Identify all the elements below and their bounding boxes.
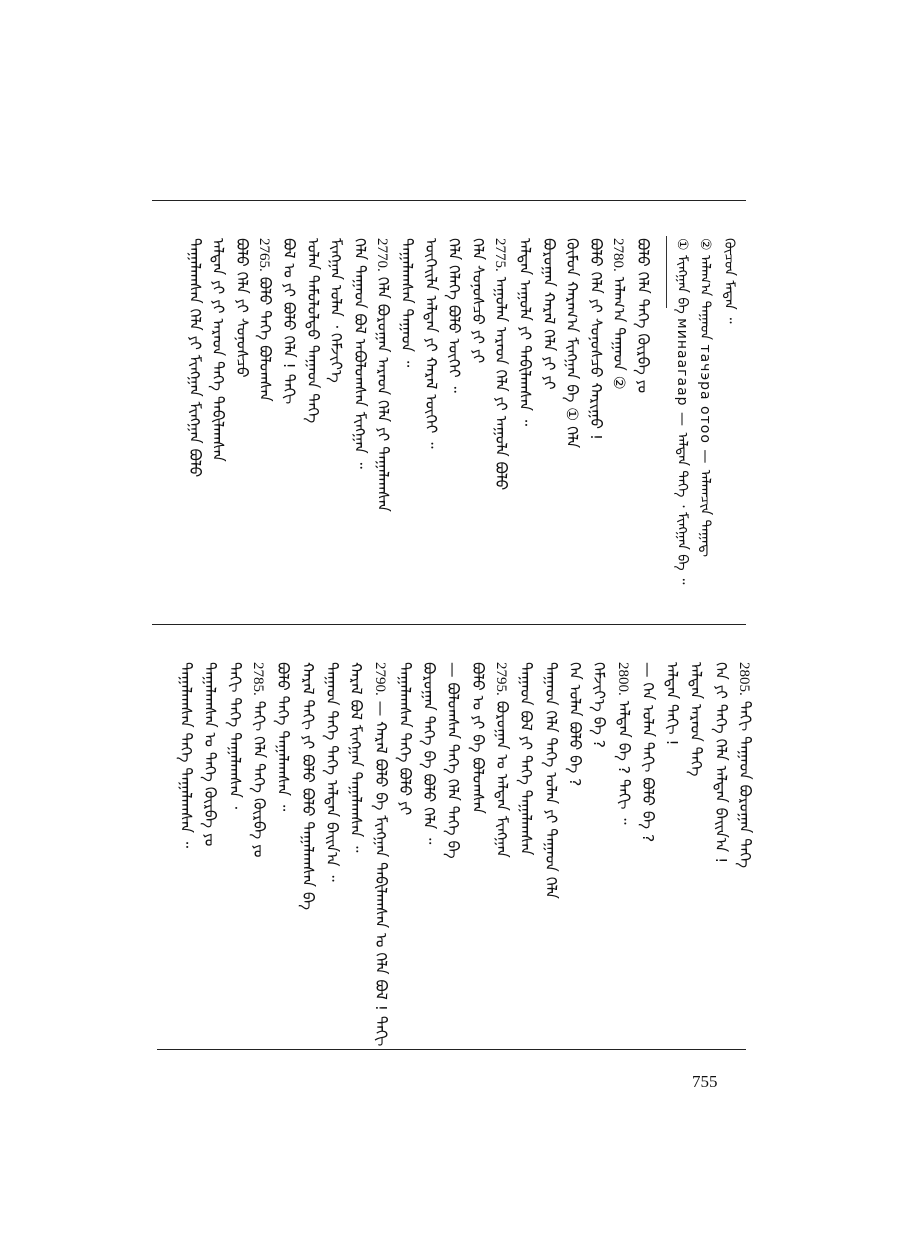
footnote-text: ᠮᠢᠩᠭᠠᠨ ᠪᠠ минаагаар — ᠠᠯᠳᠠᠨ ᠲᠡᠭᠡ ᠂ ᠮᠢᠩᠭᠠᠨ ᠪᠠ ᠃: [674, 255, 690, 585]
verse-text: ᠪᠣᠯᠤ ᠣ ᠶᠢ ᠪᠠ ᠪᠣᠯᠤᠭᠰᠠᠨ: [468, 662, 487, 814]
verse-column: [442, 238, 466, 393]
verse-text: ᠬᠡᠨ ᠣᠯᠠᠨ ᠪᠣᠯᠤ ᠪᠠ ?: [565, 662, 584, 787]
verse-column: [636, 662, 660, 842]
verse-text: ᠬᠠᠷᠠᠯ ᠪᠣᠯ ᠮᠢᠩᠭᠠᠨ ᠲᠠᠭᠠᠯᠠᠭᠰᠠᠨ ᠃: [347, 662, 366, 853]
verse-column: [371, 238, 395, 512]
verse-text: ᠲᠠᠭᠠᠯᠠᠭᠰᠠᠨ ᠲᠡᠭᠡ ᠪᠣᠯᠤ ᠶᠢ: [395, 662, 414, 816]
footnote-separator: [666, 236, 667, 308]
verse-column: [247, 662, 271, 857]
verse-column: [612, 662, 636, 825]
verse-text: ᠠᠭᠤᠯᠠᠨ ᠠᠷᠠᠳ ᠬᠡᠯᠡ ᠶᠢ ᠠᠭᠤᠯᠠ ᠪᠣᠯᠤ: [492, 276, 511, 491]
line-number: 2765.: [256, 238, 273, 272]
verse-text: ᠳᠠᠬᠢ ᠲᠠᠭᠠᠳ ᠪᠣᠷᠣᠭᠠᠨ ᠲᠡᠭᠡ: [736, 700, 754, 869]
verse-column: [206, 238, 230, 462]
line-number: 2805.: [736, 662, 752, 696]
verse-column: [183, 238, 207, 477]
verse-column: [709, 662, 733, 863]
verse-column: [417, 662, 441, 844]
verse-column: [441, 662, 465, 859]
verse-text: ᠳᠠᠬᠢ ᠲᠡᠭᠡ ᠲᠠᠭᠠᠯᠠᠭᠰᠠᠨ ᠂: [225, 662, 244, 810]
verse-column: [230, 238, 254, 378]
line-number: 2780.: [610, 238, 627, 272]
verse-column: [419, 238, 443, 449]
verse-text: ᠲᠠᠭᠠᠯᠠᠭᠰᠠᠨ ᠬᠡᠯᠡ ᠶᠢ ᠮᠢᠩᠭᠠᠨ ᠮᠢᠩᠭᠠᠨ ᠪᠣᠯᠤ: [185, 238, 204, 478]
line-number: 2795.: [493, 662, 509, 696]
verse-column: [223, 662, 247, 809]
verse-text: ᠲᠠᠭᠠᠳ ᠬᠡᠯᠡ ᠲᠡᠭᠡ ᠣᠯᠠᠨ ᠶᠢ ᠲᠠᠭᠠᠳ ᠬᠡᠯᠡ: [541, 662, 560, 899]
verse-text: ᠬᠠᠷᠠᠯ ᠳᠠᠬᠢ ᠶᠢ ᠪᠣᠯᠤ ᠪᠣᠯᠤ ᠲᠠᠭᠠᠯᠠᠭᠰᠠᠨ ᠪᠠ: [298, 662, 317, 911]
verse-column: [587, 662, 611, 748]
verse-text: ᠪᠣᠯ ᠣ ᠶᠢ ᠪᠣᠯᠤ ᠬᠡᠯᠡ ! ᠳᠠᠬᠢ: [280, 238, 298, 405]
verse-text: ᠬᠡᠯᠡ ᠰᠣᠨᠣᠰᠴᠤ ᠶᠢ ᠶᠢ: [468, 238, 487, 364]
verse-column: [277, 238, 301, 404]
verse-text: ᠬᠡᠯᠡ ᠲᠠᠭᠠᠳ ᠪᠣᠯ ᠠᠪᠤᠯᠤᠭᠰᠠᠨ ᠮᠢᠩᠭᠠᠨ ᠃: [350, 238, 369, 469]
verse-column: [174, 662, 198, 848]
verse-column: [320, 662, 344, 882]
verse-text: ᠠᠯᠳᠠᠨ ᠶᠢ ᠶᠢ ᠠᠷᠠᠳ ᠲᠡᠭᠡ ᠲᠠᠪᠢᠯᠠᠭᠰᠠᠨ: [209, 238, 228, 462]
verse-column: [393, 662, 417, 815]
verse-column: [513, 238, 537, 426]
footnote-1: [670, 238, 694, 584]
verse-text: — ᠬᠠᠷᠠᠯ ᠪᠣᠯᠤ ᠪᠠ ᠮᠢᠩᠭᠠᠨ ᠲᠠᠪᠢᠯᠠᠭᠰᠠᠨ ᠣ ᠬᠡᠯᠡ ᠪᠣᠯ ! ᠳᠠᠬᠢ: [371, 700, 390, 1047]
verse-column: [560, 238, 584, 448]
bottom-rule: [157, 1049, 746, 1050]
verse-text: ᠬᠡᠮᠵᠢᠶ᠎ᠡ ᠪᠠ ?: [590, 662, 609, 749]
verse-column: [539, 662, 563, 899]
verse-column: [466, 662, 490, 814]
verse-text: ᠪᠣᠷᠣᠭᠠᠨ ᠣ ᠠᠯᠳᠠᠨ ᠮᠢᠩᠭᠠᠨ: [493, 700, 511, 858]
verse-column: [348, 238, 372, 469]
verse-column: [324, 238, 348, 383]
line-number: 2800.: [614, 662, 631, 696]
verse-text: ᠪᠣᠷᠣᠭᠠᠨ ᠬᠠᠷᠠᠯ ᠬᠡᠯᠡ ᠶᠢ ᠶᠢ: [539, 238, 558, 390]
verse-text: ᠠᠯᠳᠠᠨ ᠠᠷᠠᠳ ᠲᠡᠭᠡ: [687, 662, 706, 777]
verse-column: [631, 238, 655, 393]
footnote-2: [693, 238, 717, 557]
footnote-marker: ②: [697, 238, 713, 251]
verse-text: ᠦᠭᠡᠢᠯᠡ ᠠᠯᠳᠠᠨ ᠶᠢ ᠬᠠᠷᠠᠯ ᠦᠭᠡᠢ ᠃: [421, 238, 440, 449]
verse-text: ᠠᠯᠳᠠᠨ ᠳᠠᠬᠢ !: [663, 662, 682, 746]
verse-text: ᠮᠢᠩᠭᠠᠨ ᠣᠯᠠᠨ ᠂ ᠬᠡᠮᠵᠢᠶ᠎ᠡ: [327, 238, 346, 383]
verse-column: [489, 238, 513, 490]
verse-text: ᠣᠯᠠᠨ ᠲᠡᠮᠦᠯᠦᠯᠳᠦ ᠲᠠᠭᠠᠳ ᠲᠡᠭᠡ: [303, 238, 322, 424]
verse-column: [733, 662, 757, 868]
middle-rule: [152, 624, 746, 625]
line-number: 2770.: [374, 238, 391, 272]
verse-text: ᠪᠣᠯᠤ ᠲᠡᠭᠡ ᠲᠠᠭᠠᠯᠠᠭᠰᠠᠨ ᠃: [274, 662, 293, 812]
verse-column: [344, 662, 368, 852]
verse-column: [514, 662, 538, 855]
verse-column: [490, 662, 514, 858]
verse-text: ᠠᠯᠳᠠᠨ ᠠᠭᠤᠯᠠ ᠶᠢ ᠲᠠᠪᠢᠯᠠᠭᠰᠠᠨ ᠃: [516, 238, 534, 427]
verse-text: — ᠪᠣᠯᠤᠭᠰᠠᠨ ᠲᠡᠭᠡ ᠬᠡᠯᠡ ᠲᠡᠭᠡ ᠪᠠ: [444, 662, 463, 859]
verse-column: [301, 238, 325, 423]
verse-column: [253, 238, 277, 402]
verse-column: [296, 662, 320, 910]
verse-text: ᠲᠠᠭᠠᠯᠠᠭᠰᠠᠨ ᠲᠡᠭᠡ ᠲᠠᠭᠠᠯᠠᠭᠰᠠᠨ ᠃: [177, 662, 196, 849]
line-number: 2775.: [492, 238, 509, 272]
verse-column: [563, 662, 587, 786]
line-number: 2785.: [250, 662, 266, 696]
verse-text: ᠲᠠᠭᠠᠯᠠᠭᠰᠠᠨ ᠣ ᠳᠡᠭᠡ ᠬᠦᠷᠪᠡ ᠶᠤ: [201, 662, 220, 847]
page-number: 755: [692, 1072, 718, 1091]
verse-column: [395, 238, 419, 367]
verse-column: [369, 662, 393, 1046]
top-rule: [152, 200, 746, 201]
verse-text: ᠪᠣᠷᠣᠭᠠᠨ ᠲᠡᠭᠡ ᠪᠠ ᠪᠣᠯᠤ ᠬᠡᠯᠡ ᠃: [420, 662, 439, 845]
verse-column: [584, 238, 608, 440]
verse-column: [537, 238, 561, 390]
footnote-marker: ①: [674, 238, 690, 251]
footnote-intro: ᠬᠦᠴᠦᠨ ᠮᠡᠳᠡᠨ ᠃: [721, 238, 737, 324]
verse-text: ᠬᠡᠯᠡ ᠬᠡᠯᠡᠭᠡ ᠪᠣᠯᠤ ᠦᠭᠡᠢ ᠃: [445, 238, 464, 393]
line-number: 2790.: [371, 662, 388, 696]
verse-column: [660, 662, 684, 746]
verse-text: ᠠᠯᠳᠠᠨ ᠪᠠ ? ᠳᠠᠬᠢ ᠃: [614, 700, 633, 825]
verse-column: [198, 662, 222, 846]
verse-text: ᠬᠦᠮᠦᠨ ᠬᠠᠷᠠᠭ᠎ᠠ ᠮᠢᠩᠭᠠᠨ ᠪᠠ ① ᠬᠡᠯᠡ: [563, 238, 582, 449]
verse-text: ᠬᠡᠨ ᠶᠢ ᠲᠡᠭᠡ ᠬᠡᠯᠡ ᠠᠯᠳᠠᠨ ᠪᠠᠢᠨ᠎ᠠ !: [711, 662, 730, 864]
footnote-text: ᠠᠯᠠᠭ᠎ᠠ ᠲᠠᠭᠠᠳ тачэра отоо — ᠠᠯᠠᠭᠴᠢᠨ ᠲᠠᠭᠠᠳ᠋: [697, 255, 713, 557]
verse-text: ᠬᠡᠯᠡ ᠪᠣᠷᠣᠭᠠᠨ ᠠᠷᠠᠳ ᠬᠡᠯᠡ ᠶᠢ ᠲᠠᠭᠠᠯᠠᠭᠰᠠᠨ: [374, 276, 393, 512]
verse-text: — ᠬᠡᠨ ᠣᠯᠠᠨ ᠳᠠᠬᠢ ᠪᠣᠯᠤ ᠪᠠ ?: [638, 662, 657, 843]
verse-text: ᠲᠠᠭᠠᠯᠠᠭᠰᠠᠨ ᠲᠠᠭᠠᠳ ᠃: [398, 238, 416, 368]
verse-column: [607, 238, 631, 390]
verse-text: ᠲᠠᠭᠠᠳ ᠪᠣᠯ ᠶᠢ ᠲᠡᠭᠡ ᠲᠠᠭᠠᠯᠠᠭᠰᠠᠨ: [517, 662, 536, 856]
verse-column: [466, 238, 490, 363]
verse-column: [684, 662, 708, 777]
verse-column: [271, 662, 295, 811]
verse-text: ᠳᠠᠬᠢ ᠬᠡᠯᠡ ᠳᠡᠭᠡ ᠬᠦᠷᠪᠡ ᠶᠤ: [250, 700, 268, 858]
verse-text: ᠪᠣᠯᠤ ᠲᠡᠭᠡ ᠪᠣᠯᠤᠭᠰᠠᠨ: [256, 276, 275, 402]
verse-text: ᠪᠣᠯᠤ ᠬᠡᠯᠡ ᠳᠡᠭᠡ ᠬᠦᠷᠪᠡ ᠶᠤ: [634, 238, 652, 394]
verse-text: ᠠᠯᠠᠭ᠎ᠠ ᠲᠠᠭᠠᠳ ②: [610, 276, 629, 390]
verse-text: ᠲᠠᠭᠠᠳ ᠲᠡᠭᠡ ᠲᠡᠭᠡ ᠠᠯᠳᠠᠨ ᠪᠠᠢᠨ᠎ᠠ ᠃: [322, 662, 341, 882]
verse-text: ᠪᠣᠯᠤ ᠬᠡᠯᠡ ᠶᠢ ᠰᠣᠨᠣᠰᠴᠤ ᠬᠠᠷᠢᠭᠤ !: [586, 238, 605, 441]
verse-text: ᠪᠣᠯᠤ ᠬᠡᠯᠡ ᠶᠢ ᠰᠣᠨᠣᠰᠴᠤ: [232, 238, 251, 378]
